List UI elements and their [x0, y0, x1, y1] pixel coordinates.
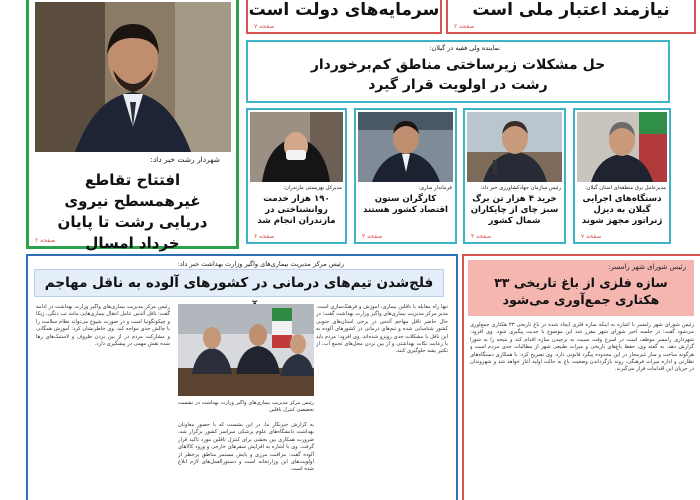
profile-headline: کارگران ستون اقتصاد کشور هستند	[363, 194, 448, 215]
page-ref: صفحه ۲	[35, 237, 56, 244]
health-photo-caption: رئیس مرکز مدیریت بیماری‌های واگیر وزارت بهداشت در نشست تخصصی کنترل ناقلین	[178, 400, 314, 413]
top-headline-right: نیازمند اعتبار ملی است	[472, 0, 670, 20]
profile-photo	[250, 112, 343, 182]
profile-kicker: مدیرکل بهزیستی مازندران:	[283, 185, 342, 191]
profile-headline: دستگاه‌های اجرایی گیلان به دیزل ژنراتور مجهز شوند	[581, 194, 663, 226]
garden-headline-block	[468, 260, 694, 316]
page-ref: صفحه ۶	[254, 233, 275, 240]
garden-article-box	[462, 254, 700, 500]
garden-headline: سازه فلزی از باغ تاریخی ۳۳ هکتاری جمع‌آوری می‌شود	[494, 275, 668, 307]
profile-headline: خرید ۴ هزار تن برگ سبز چای از چایکاران شمال کشور	[470, 194, 559, 226]
profile-box	[246, 108, 347, 244]
page-ref: صفحه ۷	[254, 23, 275, 30]
mayor-photo	[35, 2, 231, 152]
profile-kicker: فرماندار ساری:	[418, 185, 452, 191]
top-box-left	[246, 0, 442, 34]
health-paragraph: تنها راه مقابله با ناقلین بیماری، آموزش و فرهنگ‌سازی است. مدیر مرکز مدیریت بیماری‌های واگیر وزارت بهداشت گفت: در حال حاضر ناقل مهاجم آئدس در برخی استان‌های جنوبی کشور شناسایی شده و تیم‌های درمانی در کشورهای آلوده به این ناقل با مشکلات جدی روبرو شده‌اند. وی افزود: مردم باید با رعایت نکات بهداشتی و از بین بردن محل‌های تجمع آب، از تکثیر پشه جلوگیری کنند.	[316, 304, 448, 355]
page-ref: صفحه ۷	[581, 233, 602, 240]
health-paragraph: به گزارش خبرنگار ما، در این نشست که با حضور معاونان بهداشت دانشگاه‌های علوم پزشکی سراسر کشور برگزار شد، ضرورت همکاری بین بخشی برای کنترل ناقلین مورد تاکید قرار گرفت. وی با اشاره به افزایش سفرهای خارجی و ورود کالاهای آلوده گفت: مراقبت مرزی و پایش مستمر مناطق پرخطر از اولویت‌های این وزارتخانه است و دستورالعمل‌های لازم ابلاغ شده است.	[178, 422, 314, 473]
governor-box	[246, 40, 670, 103]
top-box-right	[446, 0, 696, 34]
page-ref: صفحه ۲	[454, 23, 475, 30]
garden-body	[470, 322, 694, 500]
profile-box	[573, 108, 671, 244]
profile-photo	[467, 112, 562, 182]
mayor-kicker: شهردار رشت خبر داد:	[150, 155, 220, 164]
health-article-box	[26, 254, 458, 500]
profile-box	[463, 108, 566, 244]
profile-photo	[358, 112, 453, 182]
mayor-feature-box	[26, 0, 239, 252]
profile-kicker: مدیرعامل برق منطقه‌ای استان گیلان:	[584, 185, 666, 191]
governor-headline: حل مشکلات زیرساختی مناطق کم‌برخوردار رشت در اولویت قرار گیرد	[310, 57, 606, 93]
profile-box	[354, 108, 457, 244]
health-body-col-2	[178, 422, 314, 500]
health-body-col-3	[36, 304, 170, 500]
profile-kicker: رئیس سازمان جهادکشاورزی خبر داد:	[480, 185, 561, 191]
health-headline-bar	[34, 269, 444, 297]
page-ref: صفحه ۳	[362, 233, 383, 240]
health-body-col-1	[316, 304, 448, 500]
health-photo	[178, 304, 314, 396]
top-headline-left: سرمایه‌های دولت است	[248, 0, 440, 20]
page-ref: صفحه ۴	[471, 233, 492, 240]
mayor-headline: افتتاح تقاطع غیرهمسطح نیروی دریایی رشت تا پایان خرداد امسال	[57, 171, 208, 252]
garden-kicker: رئیس شورای شهر رامسر:	[608, 263, 686, 271]
garden-paragraph: رئیس شورای شهر رامسر با اشاره به اینکه سازه فلزی ایجاد شده در باغ تاریخی ۳۳ هکتاری جمع‌آوری می‌شود گفت: در جلسه اخیر شورای شهر مقرر شد این موضوع با جدیت پیگیری شود. وی افزود: شهرداری رامسر موظف است در اسرع وقت نسبت به برچیدن سازه اقدام کند و نتیجه را به شورا گزارش دهد. به گفته وی، حفظ باغ‌های تاریخی و میراث طبیعی شهر از مطالبات جدی مردم است و هرگونه ساخت و ساز غیرمجاز در این محدوده پیگرد قانونی دارد. وی تصریح کرد: با همکاری دستگاه‌های نظارتی و اداره میراث فرهنگی، روند بازگرداندن وضعیت باغ به حالت اولیه آغاز خواهد شد و شهروندان در جریان این اقدامات قرار می‌گیرند.	[470, 322, 694, 373]
health-paragraph: رئیس مرکز مدیریت بیماری‌های واگیر وزارت بهداشت در ادامه گفت: ناقل آئدس عامل انتقال بیماری‌هایی مانند تب دنگی، زیکا و چیکونگونیا است و در صورت شیوع می‌تواند نظام سلامت را با چالش جدی مواجه کند. وی خاطرنشان کرد: آموزش همگانی و مشارکت مردم در از بین بردن ظروف و لاستیک‌های رها شده نقش مهمی در پیشگیری دارد.	[36, 304, 170, 348]
governor-kicker: نماینده ولی فقیه در گیلان:	[429, 44, 500, 52]
health-headline: فلج‌شدن تیم‌های درمانی در کشورهای آلوده به ناقل مهاجم	[44, 275, 434, 291]
profile-headline: ۱۹۰ هزار خدمت روانشناختی در مازندران انجام شد	[257, 194, 336, 226]
profile-photo	[577, 112, 667, 182]
health-kicker: رئیس مرکز مدیریت بیماری‌های واگیر وزارت بهداشت خبر داد:	[177, 260, 344, 268]
